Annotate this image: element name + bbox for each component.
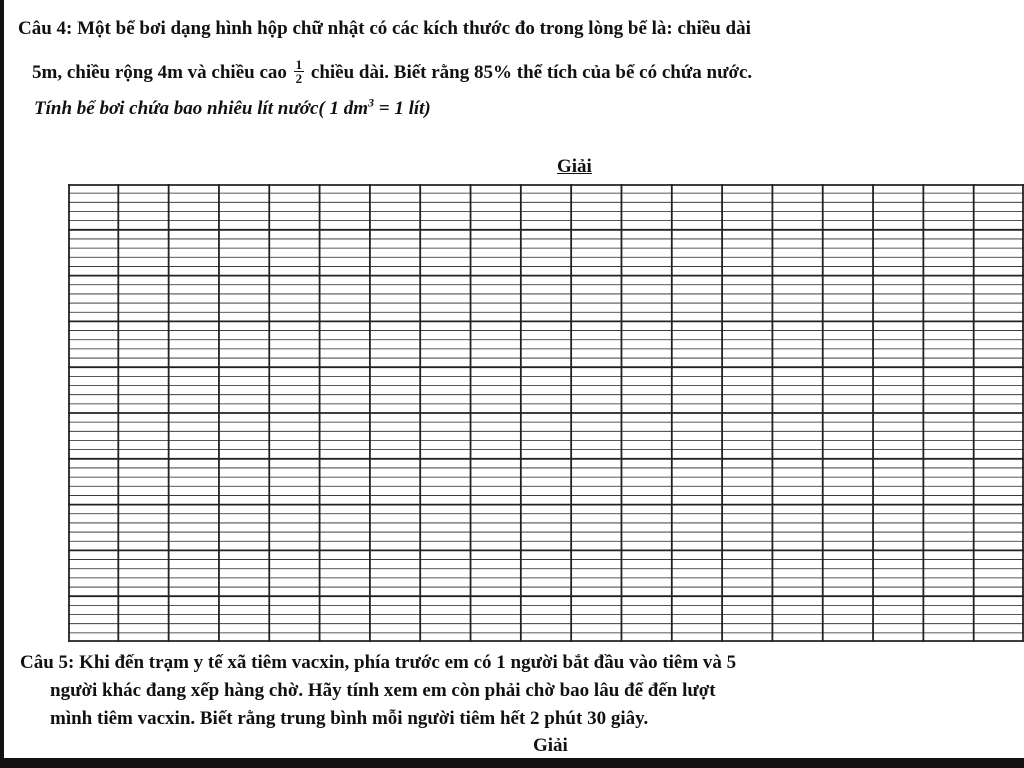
- one-half-fraction: [294, 58, 305, 85]
- solution-heading-q5: Giải: [533, 735, 568, 756]
- question-4-line-2-end: chiều dài. Biết rằng 85% thể tích của bể có chứa nước.: [310, 61, 753, 83]
- question-5-line-1: Câu 5: Khi đến trạm y tế xã tiêm vacxin, phía trước em có 1 người bắt đầu vào tiêm và 5: [20, 652, 737, 673]
- answer-grid[interactable]: [68, 184, 1024, 642]
- question-4-line-1: Câu 4: Một bể bơi dạng hình hộp chữ nhật có các kích thước đo trong lòng bể là: chiều dài: [18, 18, 751, 39]
- solution-heading-q4: Giải: [557, 156, 592, 177]
- question-4-line-2: [32, 57, 753, 87]
- question-4-line-3-start: Tính bể bơi chứa bao nhiêu lít nước( 1 dm: [34, 98, 368, 119]
- question-5-line-2: người khác đang xếp hàng chờ. Hãy tính xem em còn phải chờ bao lâu để đến lượt: [50, 680, 716, 701]
- question-4-line-3-end: = 1 lít): [374, 98, 431, 119]
- fraction-numerator: 1: [295, 57, 303, 72]
- question-4-line-3: [34, 97, 431, 121]
- question-4-line-2-start: 5m, chiều rộng 4m và chiều cao: [32, 61, 287, 83]
- question-5-line-3: mình tiêm vacxin. Biết rằng trung bình mỗi người tiêm hết 2 phút 30 giây.: [50, 708, 649, 729]
- cubic-exponent: 3: [368, 95, 374, 110]
- fraction-denominator: 2: [295, 71, 303, 86]
